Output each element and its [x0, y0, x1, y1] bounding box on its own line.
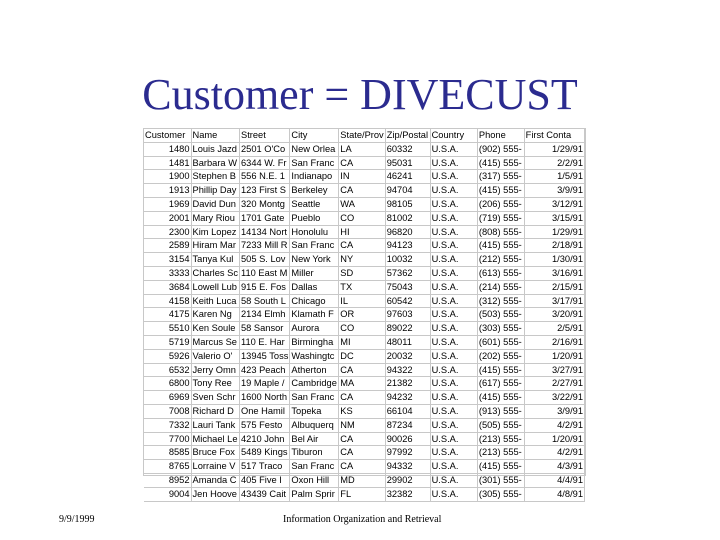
table-cell[interactable]: Karen Ng — [191, 308, 239, 322]
table-cell[interactable]: Jen Hoove — [191, 487, 239, 501]
table-cell[interactable]: Cambridge — [290, 377, 339, 391]
column-header[interactable]: State/Prov — [339, 129, 385, 142]
table-cell[interactable]: 14134 Nort — [240, 225, 290, 239]
table-cell[interactable]: (503) 555- — [477, 308, 524, 322]
table-cell[interactable]: 6344 W. Fr — [240, 156, 290, 170]
table-cell[interactable]: 2/15/91 — [524, 280, 584, 294]
table-cell[interactable]: 3154 — [144, 253, 191, 267]
table-cell[interactable]: 4/8/91 — [524, 487, 584, 501]
table-cell[interactable]: 94322 — [385, 363, 430, 377]
slide-title: Customer = DIVECUST — [142, 70, 578, 119]
table-cell[interactable]: Tiburon — [290, 446, 339, 460]
table-cell[interactable]: Pueblo — [290, 211, 339, 225]
table-cell[interactable]: 1900 — [144, 170, 191, 184]
table-row[interactable] — [144, 349, 585, 363]
table-cell[interactable]: 575 Festo — [240, 418, 290, 432]
table-row[interactable] — [144, 253, 585, 267]
table-cell[interactable]: 5719 — [144, 335, 191, 349]
table-cell[interactable]: (213) 555- — [477, 432, 524, 446]
table-cell[interactable]: San Franc — [290, 391, 339, 405]
table-cell[interactable]: CO — [339, 322, 385, 336]
table-cell[interactable]: (212) 555- — [477, 253, 524, 267]
table-cell[interactable]: Miller — [290, 266, 339, 280]
table-cell[interactable]: Lowell Lub — [191, 280, 239, 294]
table-cell[interactable]: Chicago — [290, 294, 339, 308]
table-cell[interactable]: (415) 555- — [477, 184, 524, 198]
table-cell[interactable]: (213) 555- — [477, 446, 524, 460]
table-row[interactable] — [144, 487, 585, 501]
table-cell[interactable]: 4/2/91 — [524, 446, 584, 460]
table-cell[interactable]: CA — [339, 239, 385, 253]
table-cell[interactable]: Birmingha — [290, 335, 339, 349]
table-cell[interactable]: 1481 — [144, 156, 191, 170]
table-cell[interactable]: 81002 — [385, 211, 430, 225]
table-cell[interactable]: Barbara W — [191, 156, 239, 170]
table-cell[interactable]: 97992 — [385, 446, 430, 460]
table-cell[interactable]: One Hamil — [240, 404, 290, 418]
table-cell[interactable]: 94232 — [385, 391, 430, 405]
table-cell[interactable]: Phillip Day — [191, 184, 239, 198]
table-cell[interactable]: (415) 555- — [477, 239, 524, 253]
table-cell[interactable]: U.S.A. — [430, 377, 477, 391]
table-cell[interactable]: U.S.A. — [430, 322, 477, 336]
table-cell[interactable]: DC — [339, 349, 385, 363]
column-header[interactable]: Country — [430, 129, 477, 142]
table-cell[interactable]: 1/29/91 — [524, 225, 584, 239]
table-cell[interactable]: 4/4/91 — [524, 473, 584, 487]
table-cell[interactable]: Valerio O' — [191, 349, 239, 363]
table-header-row — [144, 129, 585, 142]
table-cell[interactable]: Richard D — [191, 404, 239, 418]
table-cell[interactable]: CA — [339, 391, 385, 405]
table-row[interactable] — [144, 335, 585, 349]
table-cell[interactable]: 57362 — [385, 266, 430, 280]
table-cell[interactable]: 3/16/91 — [524, 266, 584, 280]
table-cell[interactable]: MD — [339, 473, 385, 487]
table-row[interactable] — [144, 280, 585, 294]
table-cell[interactable]: 915 E. Fos — [240, 280, 290, 294]
table-cell[interactable]: 2300 — [144, 225, 191, 239]
table-cell[interactable]: (613) 555- — [477, 266, 524, 280]
customer-table — [144, 129, 585, 502]
table-cell[interactable]: (415) 555- — [477, 391, 524, 405]
table-row[interactable] — [144, 156, 585, 170]
table-row[interactable] — [144, 418, 585, 432]
table-cell[interactable]: 3/12/91 — [524, 197, 584, 211]
table-cell[interactable]: 8765 — [144, 460, 191, 474]
table-cell[interactable]: 3/15/91 — [524, 211, 584, 225]
table-cell[interactable]: 3684 — [144, 280, 191, 294]
table-cell[interactable]: Seattle — [290, 197, 339, 211]
table-cell[interactable]: 1969 — [144, 197, 191, 211]
table-cell[interactable]: (913) 555- — [477, 404, 524, 418]
table-cell[interactable]: 320 Montg — [240, 197, 290, 211]
table-cell[interactable]: 32382 — [385, 487, 430, 501]
table-cell[interactable]: (808) 555- — [477, 225, 524, 239]
table-row[interactable] — [144, 363, 585, 377]
table-row[interactable] — [144, 377, 585, 391]
table-cell[interactable]: 75043 — [385, 280, 430, 294]
table-cell[interactable]: 3/17/91 — [524, 294, 584, 308]
table-row[interactable] — [144, 460, 585, 474]
table-cell[interactable]: 110 E. Har — [240, 335, 290, 349]
table-cell[interactable]: Keith Luca — [191, 294, 239, 308]
footer-date: 9/9/1999 — [59, 514, 95, 525]
table-cell[interactable]: CA — [339, 363, 385, 377]
table-cell[interactable]: U.S.A. — [430, 280, 477, 294]
table-row[interactable] — [144, 294, 585, 308]
table-cell[interactable]: CA — [339, 460, 385, 474]
table-cell[interactable]: MA — [339, 377, 385, 391]
table-cell[interactable]: U.S.A. — [430, 225, 477, 239]
table-row[interactable] — [144, 322, 585, 336]
table-row[interactable] — [144, 225, 585, 239]
table-row[interactable] — [144, 197, 585, 211]
table-cell[interactable]: OR — [339, 308, 385, 322]
table-cell[interactable]: 58 Sansor — [240, 322, 290, 336]
table-cell[interactable]: CA — [339, 432, 385, 446]
table-row[interactable] — [144, 170, 585, 184]
table-cell[interactable]: 3333 — [144, 266, 191, 280]
table-cell[interactable]: IL — [339, 294, 385, 308]
table-cell[interactable]: (719) 555- — [477, 211, 524, 225]
table-cell[interactable]: (206) 555- — [477, 197, 524, 211]
table-cell[interactable]: 110 East M — [240, 266, 290, 280]
table-cell[interactable]: (617) 555- — [477, 377, 524, 391]
table-cell[interactable]: 1/5/91 — [524, 170, 584, 184]
table-cell[interactable]: (303) 555- — [477, 322, 524, 336]
table-cell[interactable]: 5926 — [144, 349, 191, 363]
table-cell[interactable]: Indianapo — [290, 170, 339, 184]
table-cell[interactable]: Sven Schr — [191, 391, 239, 405]
table-cell[interactable]: TX — [339, 280, 385, 294]
table-cell[interactable]: 8585 — [144, 446, 191, 460]
table-cell[interactable]: Tanya Kul — [191, 253, 239, 267]
table-cell[interactable]: U.S.A. — [430, 460, 477, 474]
column-header[interactable]: Zip/Postal — [385, 129, 430, 142]
table-cell[interactable]: Ken Soule — [191, 322, 239, 336]
table-cell[interactable]: Mary Riou — [191, 211, 239, 225]
table-cell[interactable]: 58 South L — [240, 294, 290, 308]
table-cell[interactable]: (505) 555- — [477, 418, 524, 432]
table-cell[interactable]: 94704 — [385, 184, 430, 198]
table-cell[interactable]: 6800 — [144, 377, 191, 391]
table-body — [144, 142, 585, 501]
table-cell[interactable]: 8952 — [144, 473, 191, 487]
table-cell[interactable]: 7233 Mill R — [240, 239, 290, 253]
table-cell[interactable]: Michael Le — [191, 432, 239, 446]
table-cell[interactable]: NY — [339, 253, 385, 267]
table-cell[interactable]: 1913 — [144, 184, 191, 198]
table-cell[interactable]: Tony Ree — [191, 377, 239, 391]
table-cell[interactable]: HI — [339, 225, 385, 239]
table-cell[interactable]: 2134 Elmh — [240, 308, 290, 322]
table-cell[interactable]: 87234 — [385, 418, 430, 432]
table-cell[interactable]: 60542 — [385, 294, 430, 308]
table-cell[interactable]: U.S.A. — [430, 266, 477, 280]
table-cell[interactable]: KS — [339, 404, 385, 418]
table-cell[interactable]: CA — [339, 446, 385, 460]
table-cell[interactable]: 2/5/91 — [524, 322, 584, 336]
table-cell[interactable]: 21382 — [385, 377, 430, 391]
table-cell[interactable]: 3/9/91 — [524, 184, 584, 198]
table-cell[interactable]: Oxon Hill — [290, 473, 339, 487]
column-header[interactable]: Customer — [144, 129, 191, 142]
table-cell[interactable]: 7008 — [144, 404, 191, 418]
table-cell[interactable]: 48011 — [385, 335, 430, 349]
table-cell[interactable]: 3/9/91 — [524, 404, 584, 418]
table-cell[interactable]: Klamath F — [290, 308, 339, 322]
table-cell[interactable]: 4158 — [144, 294, 191, 308]
table-cell[interactable]: 9004 — [144, 487, 191, 501]
table-cell[interactable]: 98105 — [385, 197, 430, 211]
table-cell[interactable]: 5489 Kings — [240, 446, 290, 460]
table-cell[interactable]: 6969 — [144, 391, 191, 405]
table-cell[interactable]: 4175 — [144, 308, 191, 322]
table-cell[interactable]: 60332 — [385, 142, 430, 156]
table-cell[interactable]: 556 N.E. 1 — [240, 170, 290, 184]
table-cell[interactable]: Atherton — [290, 363, 339, 377]
table-cell[interactable]: 96820 — [385, 225, 430, 239]
column-header[interactable]: City — [290, 129, 339, 142]
table-cell[interactable]: Berkeley — [290, 184, 339, 198]
table-row[interactable] — [144, 432, 585, 446]
table-cell[interactable]: 1480 — [144, 142, 191, 156]
table-cell[interactable]: Amanda C — [191, 473, 239, 487]
table-cell[interactable]: SD — [339, 266, 385, 280]
table-cell[interactable]: 517 Traco — [240, 460, 290, 474]
table-cell[interactable]: Aurora — [290, 322, 339, 336]
table-cell[interactable]: U.S.A. — [430, 142, 477, 156]
table-cell[interactable]: Kim Lopez — [191, 225, 239, 239]
table-cell[interactable]: 66104 — [385, 404, 430, 418]
table-cell[interactable]: Lorraine V — [191, 460, 239, 474]
table-cell[interactable]: 7332 — [144, 418, 191, 432]
table-cell[interactable]: San Franc — [290, 460, 339, 474]
table-cell[interactable]: (415) 555- — [477, 460, 524, 474]
table-cell[interactable]: 89022 — [385, 322, 430, 336]
table-cell[interactable]: U.S.A. — [430, 184, 477, 198]
table-cell[interactable]: (415) 555- — [477, 156, 524, 170]
table-cell[interactable]: 20032 — [385, 349, 430, 363]
table-cell[interactable]: 46241 — [385, 170, 430, 184]
table-cell[interactable]: Jerry Omn — [191, 363, 239, 377]
table-cell[interactable]: Bruce Fox — [191, 446, 239, 460]
table-cell[interactable]: U.S.A. — [430, 418, 477, 432]
table-row[interactable] — [144, 239, 585, 253]
table-row[interactable] — [144, 184, 585, 198]
table-cell[interactable]: Charles Sc — [191, 266, 239, 280]
table-row[interactable] — [144, 391, 585, 405]
table-cell[interactable]: 10032 — [385, 253, 430, 267]
table-row[interactable] — [144, 266, 585, 280]
table-cell[interactable]: 6532 — [144, 363, 191, 377]
table-cell[interactable]: 1/20/91 — [524, 432, 584, 446]
table-cell[interactable]: 97603 — [385, 308, 430, 322]
table-cell[interactable]: LA — [339, 142, 385, 156]
table-cell[interactable]: (202) 555- — [477, 349, 524, 363]
table-row[interactable] — [144, 404, 585, 418]
table-cell[interactable]: WA — [339, 197, 385, 211]
table-cell[interactable]: U.S.A. — [430, 473, 477, 487]
table-cell[interactable]: 2/27/91 — [524, 377, 584, 391]
table-cell[interactable]: Dallas — [290, 280, 339, 294]
table-cell[interactable]: U.S.A. — [430, 308, 477, 322]
column-header[interactable]: Phone — [477, 129, 524, 142]
table-cell[interactable]: 505 S. Lov — [240, 253, 290, 267]
table-cell[interactable]: 1600 North — [240, 391, 290, 405]
table-cell[interactable]: San Franc — [290, 239, 339, 253]
table-cell[interactable]: 1/30/91 — [524, 253, 584, 267]
table-cell[interactable]: Albuquerq — [290, 418, 339, 432]
table-cell[interactable]: 2/2/91 — [524, 156, 584, 170]
table-cell[interactable]: FL — [339, 487, 385, 501]
table-cell[interactable]: U.S.A. — [430, 211, 477, 225]
table-cell[interactable]: Washingtc — [290, 349, 339, 363]
table-cell[interactable]: U.S.A. — [430, 487, 477, 501]
table-cell[interactable]: U.S.A. — [430, 239, 477, 253]
table-row[interactable] — [144, 211, 585, 225]
table-cell[interactable]: U.S.A. — [430, 156, 477, 170]
table-cell[interactable]: 4/3/91 — [524, 460, 584, 474]
table-cell[interactable]: David Dun — [191, 197, 239, 211]
table-cell[interactable]: 2/18/91 — [524, 239, 584, 253]
table-cell[interactable]: New York — [290, 253, 339, 267]
table-cell[interactable]: U.S.A. — [430, 170, 477, 184]
table-cell[interactable]: (305) 555- — [477, 487, 524, 501]
table-cell[interactable]: U.S.A. — [430, 335, 477, 349]
table-cell[interactable]: Lauri Tank — [191, 418, 239, 432]
table-row[interactable] — [144, 308, 585, 322]
table-cell[interactable]: U.S.A. — [430, 349, 477, 363]
table-cell[interactable]: 4210 John — [240, 432, 290, 446]
table-cell[interactable]: Topeka — [290, 404, 339, 418]
table-cell[interactable]: CA — [339, 184, 385, 198]
table-cell[interactable]: Palm Sprir — [290, 487, 339, 501]
column-header[interactable]: Name — [191, 129, 239, 142]
table-cell[interactable]: 1/20/91 — [524, 349, 584, 363]
table-cell[interactable]: 94332 — [385, 460, 430, 474]
table-cell[interactable]: Louis Jazd — [191, 142, 239, 156]
table-cell[interactable]: U.S.A. — [430, 197, 477, 211]
table-cell[interactable]: MI — [339, 335, 385, 349]
footer-course-title: Information Organization and Retrieval — [283, 514, 442, 525]
table-cell[interactable]: Bel Air — [290, 432, 339, 446]
table-cell[interactable]: 405 Five I — [240, 473, 290, 487]
table-cell[interactable]: Hiram Mar — [191, 239, 239, 253]
table-cell[interactable]: New Orlea — [290, 142, 339, 156]
table-cell[interactable]: 3/20/91 — [524, 308, 584, 322]
table-cell[interactable]: NM — [339, 418, 385, 432]
table-cell[interactable]: U.S.A. — [430, 446, 477, 460]
table-cell[interactable]: (415) 555- — [477, 363, 524, 377]
table-cell[interactable]: CA — [339, 156, 385, 170]
table-cell[interactable]: U.S.A. — [430, 363, 477, 377]
table-cell[interactable]: 94123 — [385, 239, 430, 253]
column-header[interactable]: Street — [240, 129, 290, 142]
table-cell[interactable]: CO — [339, 211, 385, 225]
table-cell[interactable]: 1/29/91 — [524, 142, 584, 156]
table-cell[interactable]: 4/2/91 — [524, 418, 584, 432]
table-row[interactable] — [144, 473, 585, 487]
column-header[interactable]: First Conta — [524, 129, 584, 142]
table-cell[interactable]: 13945 Toss — [240, 349, 290, 363]
table-cell[interactable]: U.S.A. — [430, 391, 477, 405]
table-cell[interactable]: (312) 555- — [477, 294, 524, 308]
table-cell[interactable]: 423 Peach — [240, 363, 290, 377]
table-cell[interactable]: San Franc — [290, 156, 339, 170]
table-row[interactable] — [144, 446, 585, 460]
table-row[interactable] — [144, 142, 585, 156]
table-cell[interactable]: 19 Maple / — [240, 377, 290, 391]
table-cell[interactable]: 2501 O'Co — [240, 142, 290, 156]
table-cell[interactable]: (902) 555- — [477, 142, 524, 156]
datasheet-table-view — [143, 128, 586, 499]
table-cell[interactable]: (317) 555- — [477, 170, 524, 184]
table-cell[interactable]: 29902 — [385, 473, 430, 487]
table-cell[interactable]: 5510 — [144, 322, 191, 336]
table-cell[interactable]: U.S.A. — [430, 294, 477, 308]
table-cell[interactable]: U.S.A. — [430, 404, 477, 418]
table-cell[interactable]: Honolulu — [290, 225, 339, 239]
table-cell[interactable]: 123 First S — [240, 184, 290, 198]
table-cell[interactable]: Marcus Se — [191, 335, 239, 349]
table-cell[interactable]: 3/27/91 — [524, 363, 584, 377]
table-cell[interactable]: (214) 555- — [477, 280, 524, 294]
table-cell[interactable]: 43439 Cait — [240, 487, 290, 501]
table-cell[interactable]: (301) 555- — [477, 473, 524, 487]
table-cell[interactable]: 90026 — [385, 432, 430, 446]
table-cell[interactable]: 95031 — [385, 156, 430, 170]
table-cell[interactable]: 1701 Gate — [240, 211, 290, 225]
table-cell[interactable]: 2/16/91 — [524, 335, 584, 349]
table-cell[interactable]: IN — [339, 170, 385, 184]
table-cell[interactable]: 2001 — [144, 211, 191, 225]
table-cell[interactable]: Stephen B — [191, 170, 239, 184]
table-cell[interactable]: 7700 — [144, 432, 191, 446]
table-cell[interactable]: U.S.A. — [430, 253, 477, 267]
table-cell[interactable]: (601) 555- — [477, 335, 524, 349]
table-cell[interactable]: U.S.A. — [430, 432, 477, 446]
table-cell[interactable]: 2589 — [144, 239, 191, 253]
table-cell[interactable]: 3/22/91 — [524, 391, 584, 405]
